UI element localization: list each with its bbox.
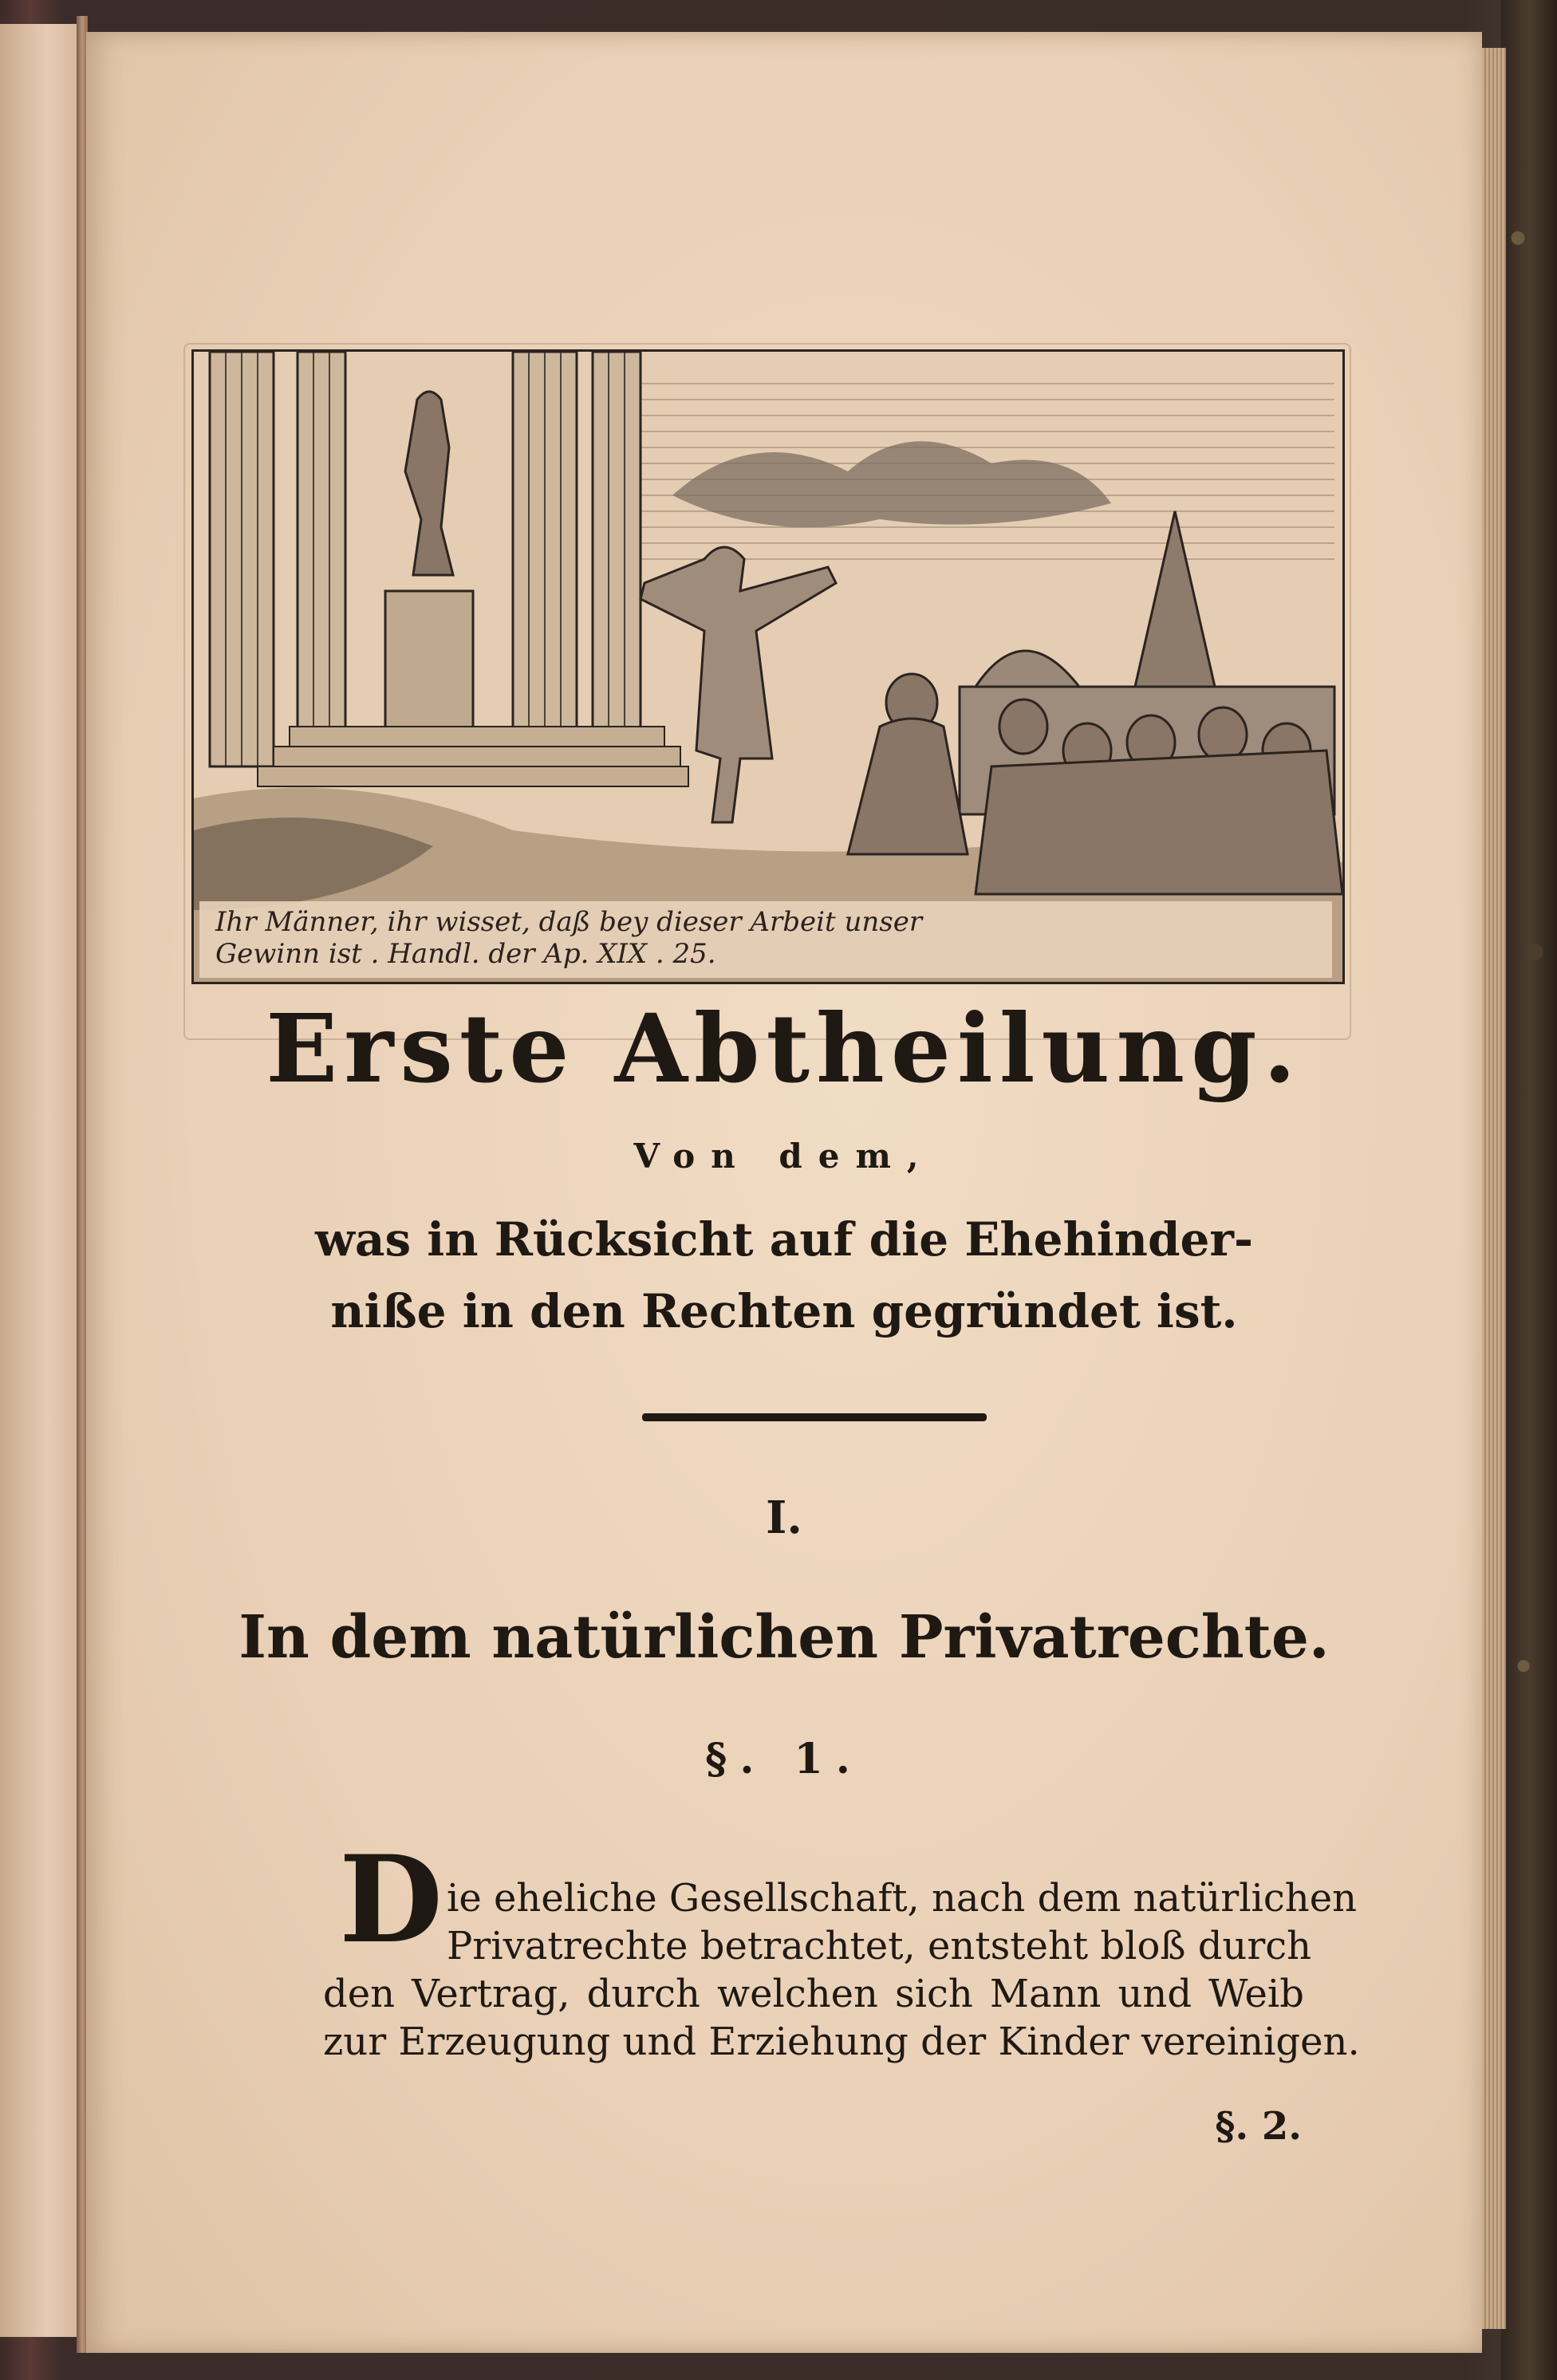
catchword: §. 2. [1215,2104,1302,2149]
body-line-2: Privatrechte betrachtet, entsteht bloß durch [447,1924,1312,1968]
caption-line-1: Ihr Männer, ihr wisset, daß bey dieser Arbeit unser [215,906,923,938]
body-line-4: zur Erzeugung und Erziehung der Kinder vereinigen. [323,2019,1360,2064]
body-line-1: ie eheliche Gesellschaft, nach dem natürlichen [447,1876,1358,1921]
body-line-3: den Vertrag, durch welchen sich Mann und Weib [323,1972,1304,2016]
title-line-1: was in Rücksicht auf die Ehehinder- [314,1212,1254,1267]
section-title: In dem natürlichen Privatrechte. [238,1603,1330,1672]
engraving-illustration [191,349,1345,984]
marbled-board [1501,0,1557,2380]
engraving-picture [194,352,1342,982]
page-edges [1482,48,1506,2329]
divider-rule [642,1413,987,1421]
subheading: Von dem, [633,1137,935,1176]
facing-page [0,24,80,2337]
engraving-caption [199,901,1332,978]
drop-cap: D [339,1830,443,1970]
section-number: I. [766,1491,802,1544]
body-paragraph [323,1874,1360,2066]
paragraph-mark: §. 1. [705,1735,863,1783]
chapter-heading: Erste Abtheilung. [266,993,1303,1104]
caption-line-2: Gewinn ist . Handl. der Ap. XIX . 25. [215,938,716,970]
title-line-2: niße in den Rechten gegründet ist. [330,1284,1238,1338]
